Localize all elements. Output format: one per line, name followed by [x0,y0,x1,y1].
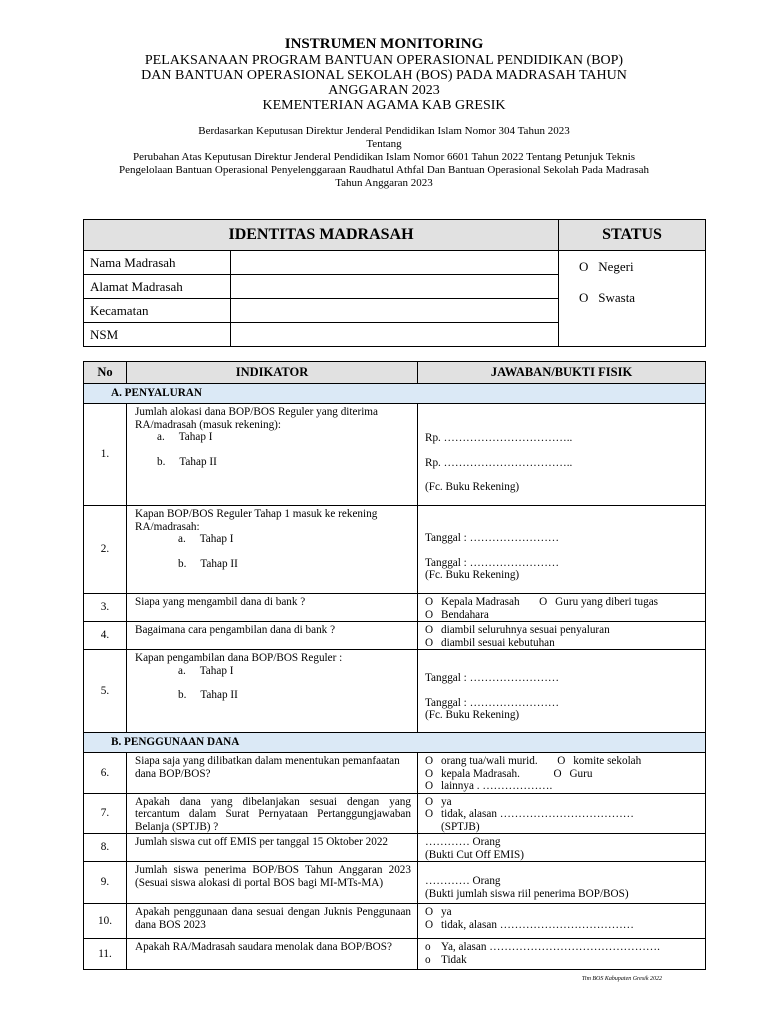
option-label: Ya, alasan ………………………………………. [441,941,660,953]
option-ya[interactable] [425,941,701,954]
option-label: tidak, alasan ……………………………… [441,918,634,931]
identity-heading: IDENTITAS MADRASAH [84,220,559,251]
answer-9[interactable] [418,862,706,904]
sub-item [178,689,411,702]
document-title: INSTRUMEN MONITORING [284,36,484,52]
field-input-nsm[interactable] [231,323,559,347]
sub-item [157,431,411,444]
radio-circle-icon: O [425,918,434,931]
option-label: lainnya . ………………. [441,780,553,792]
sub-item [157,456,411,469]
answer-2[interactable] [418,506,706,594]
status-label: Negeri [598,259,634,274]
row-number: 8. [84,834,127,862]
answer-7 [418,793,706,834]
radio-circle-icon: O [579,259,589,274]
answer-3 [418,594,706,622]
radio-circle-icon: o [425,941,431,953]
sub-item [178,533,411,546]
option-lainnya[interactable] [425,780,701,793]
option-label: kepala Madrasah. [441,767,520,780]
question-5 [127,650,418,733]
option-label: ya [441,795,452,808]
sub-item-marker: a. [178,533,186,545]
row-number: 4. [84,622,127,650]
row-number: 3. [84,594,127,622]
section-b-heading: B. PENGGUNAAN DANA [84,733,706,753]
answer-line: Tanggal : …………………… [425,672,560,684]
answer-line: Tanggal : …………………… [425,696,560,709]
evidence-note: (Fc. Buku Rekening) [425,709,520,721]
col-header-no: No [84,362,127,384]
question-text: Kapan pengambilan dana BOP/BOS Reguler : [135,652,343,664]
option-label: Kepala Madrasah [441,596,520,608]
field-label-nsm: NSM [84,323,231,347]
decree-line-1: Berdasarkan Keputusan Direktur Jenderal Pendidikan Islam Nomor 304 Tahun 2023 [198,125,570,137]
indicator-table [83,361,706,970]
question-1 [127,404,418,506]
option-label: Guru [569,767,593,780]
radio-circle-icon: O [425,608,434,621]
sub-item-marker: a. [157,431,165,443]
option-label: Guru yang diberi tugas [555,596,659,608]
option-tidak[interactable] [425,808,701,821]
title-line-4: KEMENTERIAN AGAMA KAB GRESIK [262,98,506,113]
question-8: Jumlah siswa cut off EMIS per tanggal 15 Oktober 2022 [127,834,418,862]
option-seluruhnya[interactable] [425,624,701,637]
sub-item-marker: b. [178,689,187,701]
title-line-1: PELAKSANAAN PROGRAM BANTUAN OPERASIONAL PENDIDIKAN (BOP) [144,53,624,68]
radio-circle-icon: o [425,953,431,966]
answer-5[interactable] [418,650,706,733]
title-line-3: ANGGARAN 2023 [328,83,440,98]
sub-item-label: Tahap II [179,455,217,468]
option-label: ya [441,906,452,918]
question-3: Siapa yang mengambil dana di bank ? [127,594,418,622]
evidence-note: (Bukti Cut Off EMIS) [425,848,524,861]
sub-item-label: Tahap II [200,689,238,701]
option-label: diambil sesuai kebutuhan [441,636,555,649]
decree-line-5: Tahun Anggaran 2023 [335,177,433,189]
option-label: Bendahara [441,608,489,621]
sub-item-label: Tahap I [178,431,213,443]
radio-circle-icon: O [539,596,548,608]
title-line-2: DAN BANTUAN OPERASIONAL SEKOLAH (BOS) PADA MADRASAH TAHUN [141,68,627,83]
radio-circle-icon: O [425,795,434,808]
evidence-note: (SPTJB) [441,820,480,833]
question-10: Apakah penggunaan dana sesuai dengan Juknis Penggunaan dana BOS 2023 [127,904,418,939]
radio-circle-icon: O [425,636,434,649]
answer-line: Tanggal : …………………… [425,556,560,569]
answer-1[interactable] [418,404,706,506]
option-kepala[interactable] [425,596,520,608]
option-kebutuhan[interactable] [425,637,701,650]
radio-circle-icon: O [425,755,434,767]
identity-table [83,219,706,347]
field-label-nama: Nama Madrasah [84,251,231,275]
evidence-note: (Bukti jumlah siswa riil penerima BOP/BOS) [425,887,629,900]
status-option-swasta[interactable] [579,290,705,321]
option-tidak[interactable] [425,954,701,967]
row-number: 5. [84,650,127,733]
status-option-negeri[interactable] [579,259,705,290]
status-heading: STATUS [559,220,706,251]
option-label: orang tua/wali murid. [441,755,538,767]
row-number: 10. [84,904,127,939]
answer-8[interactable] [418,834,706,862]
radio-circle-icon: O [425,906,434,918]
decree-line-4: Pengelolaan Bantuan Operasional Penyelenggaraan Raudhatul Athfal Dan Bantuan Operasional Sekolah Pada Madrasah [119,164,649,176]
option-label: komite sekolah [573,755,642,767]
field-input-alamat[interactable] [231,275,559,299]
question-11: Apakah RA/Madrasah saudara menolak dana BOP/BOS? [127,939,418,970]
option-kepala-madrasah[interactable] [425,768,520,780]
radio-circle-icon: O [579,290,589,305]
row-number: 2. [84,506,127,594]
question-text: Kapan BOP/BOS Reguler Tahap 1 masuk ke rekening RA/madrasah: [135,508,378,533]
option-guru[interactable] [553,768,592,780]
row-number: 1. [84,404,127,506]
answer-10 [418,904,706,939]
status-options [559,251,706,347]
question-6: Siapa saja yang dilibatkan dalam menentukan pemanfaatan dana BOP/BOS? [127,753,418,794]
sub-item [178,558,411,571]
decree-line-2: Tentang [366,138,402,150]
option-orang-tua[interactable] [425,755,538,767]
radio-circle-icon: O [557,755,566,767]
option-tidak[interactable] [425,919,701,932]
option-label: diambil seluruhnya sesuai penyaluran [441,624,610,636]
row-number: 11. [84,939,127,970]
question-4: Bagaimana cara pengambilan dana di bank ? [127,622,418,650]
sub-item-label: Tahap I [199,664,234,677]
radio-circle-icon: O [425,624,434,636]
evidence-note: (Fc. Buku Rekening) [425,481,520,493]
section-a-heading: A. PENYALURAN [84,384,706,404]
answer-line: ………… Orang [425,836,501,848]
radio-circle-icon: O [553,767,562,780]
answer-line: ………… Orang [425,875,501,887]
sub-item-marker: b. [157,455,166,468]
option-komite[interactable] [557,755,641,767]
document-header [0,36,768,190]
sub-item [178,665,411,678]
page-footer: Tim BOS Kabupaten Gresik 2022 [581,976,662,982]
sub-item-label: Tahap I [199,533,234,545]
sub-item-marker: b. [178,557,187,570]
status-label: Swasta [598,290,636,305]
question-2 [127,506,418,594]
col-header-jawaban: JAWABAN/BUKTI FISIK [418,362,706,384]
col-header-indikator: INDIKATOR [127,362,418,384]
row-number: 7. [84,793,127,834]
option-label: tidak, alasan ……………………………… [441,808,634,820]
sub-item-marker: a. [178,664,186,677]
field-label-alamat: Alamat Madrasah [84,275,231,299]
answer-11 [418,939,706,970]
answer-line: Tanggal : …………………… [425,532,560,544]
option-ya[interactable] [425,796,701,809]
option-guru[interactable] [539,596,658,608]
answer-line: Rp. …………………………….. [425,456,573,469]
row-number: 6. [84,753,127,794]
sub-item-label: Tahap II [200,557,238,570]
radio-circle-icon: O [425,596,434,608]
field-input-nama[interactable] [231,251,559,275]
answer-line: Rp. …………………………….. [425,432,573,444]
question-7: Apakah dana yang dibelanjakan sesuai dengan yang tercantum dalam Surat Pernyataan Pertanggungjawaban Belanja (SPTJB) ? [127,793,418,834]
row-number: 9. [84,862,127,904]
option-bendahara[interactable] [425,609,701,622]
field-input-kecamatan[interactable] [231,299,559,323]
answer-4 [418,622,706,650]
field-label-kecamatan: Kecamatan [84,299,231,323]
evidence-note: (Fc. Buku Rekening) [425,569,520,581]
option-ya[interactable] [425,906,701,919]
radio-circle-icon: O [425,780,434,792]
answer-6 [418,753,706,794]
decree-line-3: Perubahan Atas Keputusan Direktur Jenderal Pendidikan Islam Nomor 6601 Tahun 2022 Tentang Petunjuk Teknis [132,151,636,163]
radio-circle-icon: O [425,767,434,780]
option-label: Tidak [441,953,467,966]
question-9: Jumlah siswa penerima BOP/BOS Tahun Anggaran 2023 (Sesuai siswa alokasi di portal BOS bagi MI-MTs-MA) [127,862,418,904]
radio-circle-icon: O [425,808,434,820]
question-text: Jumlah alokasi dana BOP/BOS Reguler yang diterima RA/madrasah (masuk rekening): [135,406,378,431]
decree-text [0,125,768,190]
